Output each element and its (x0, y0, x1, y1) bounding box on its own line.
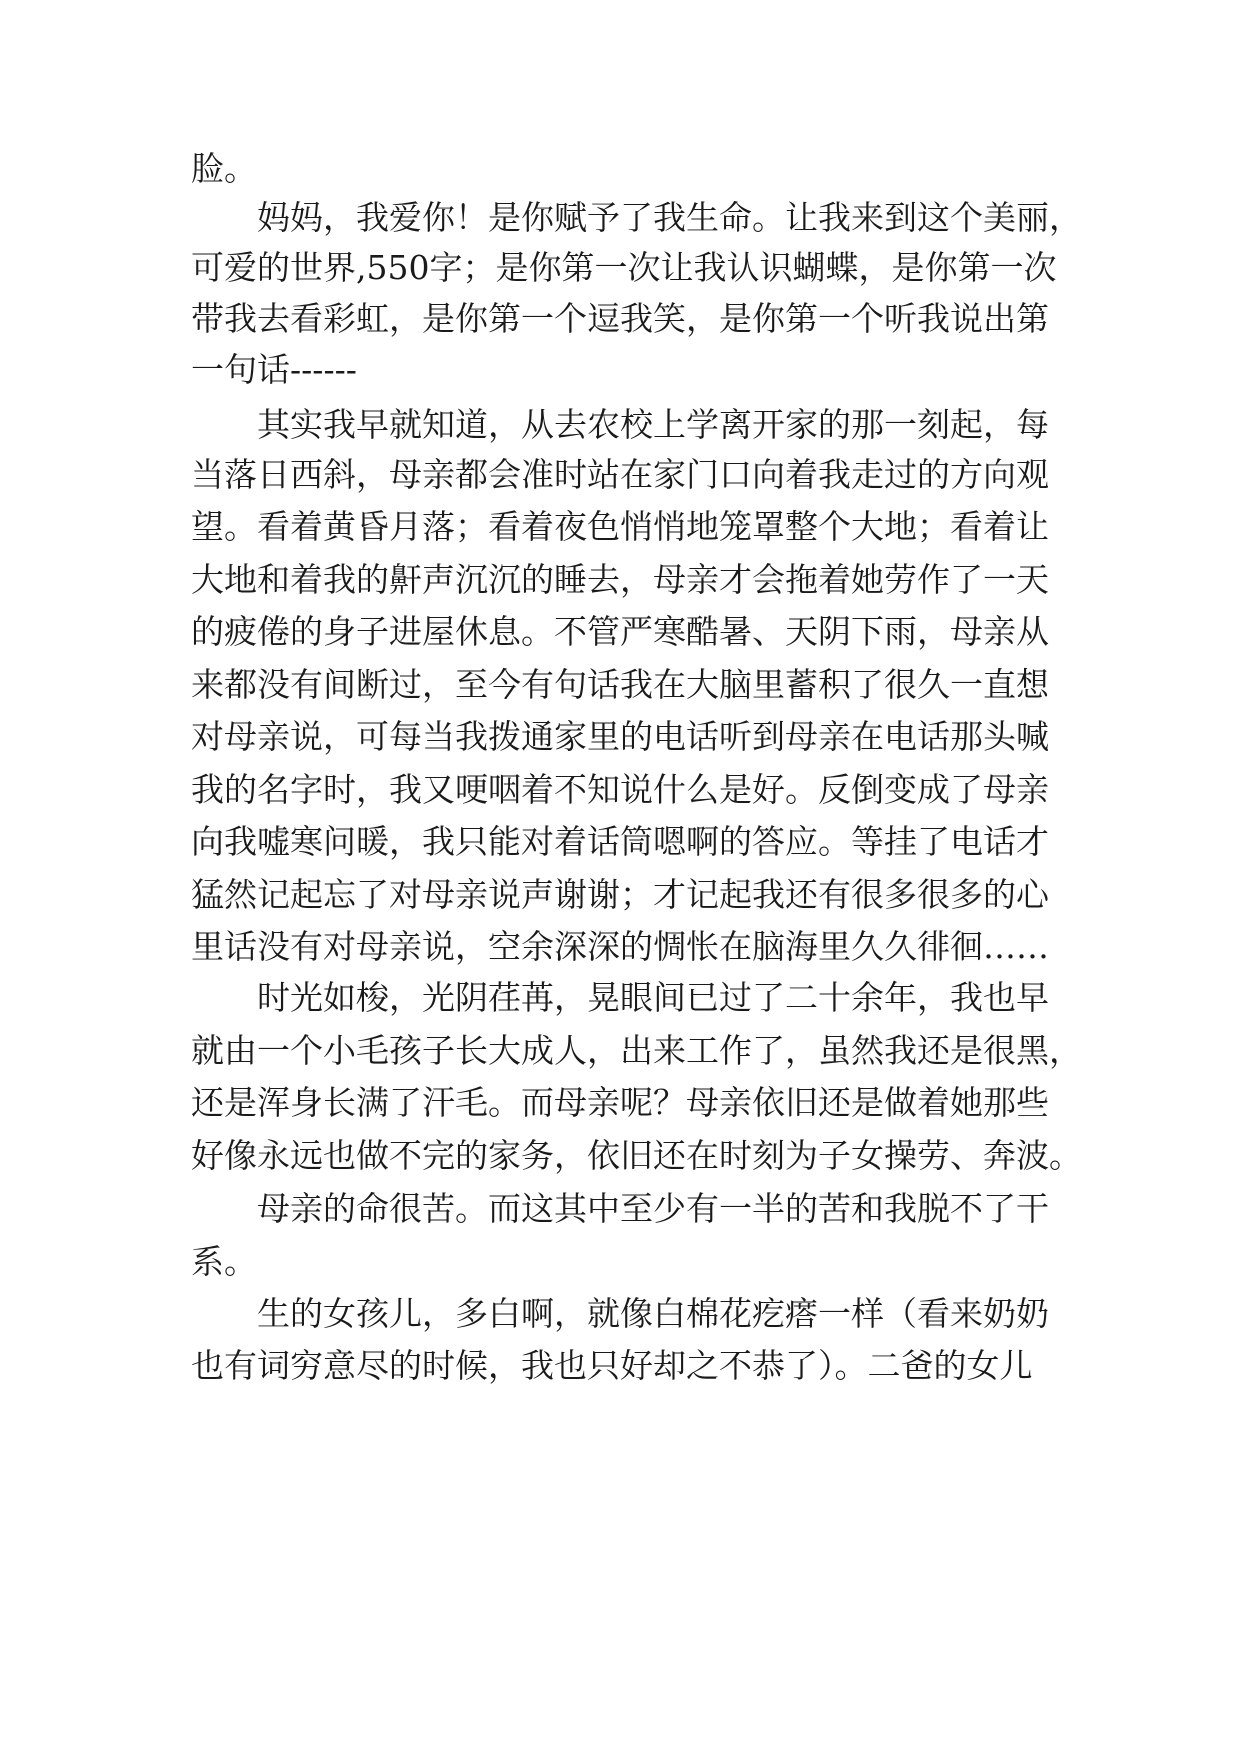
text-line: 脸。 (191, 149, 257, 188)
text-line: 来都没有间断过，至今有句话我在大脑里蓄积了很久一直想 (191, 665, 1049, 704)
text-line: 对母亲说，可每当我拨通家里的电话听到母亲在电话那头喊 (191, 717, 1049, 756)
text-line: 带我去看彩虹，是你第一个逗我笑，是你第一个听我说出第 (191, 299, 1049, 338)
text-line: 还是浑身长满了汗毛。而母亲呢？母亲依旧还是做着她那些 (191, 1083, 1049, 1122)
paragraph-first-line: 母亲的命很苦。而这其中至少有一半的苦和我脱不了干 (257, 1189, 1049, 1228)
paragraph-first-line: 妈妈，我爱你！是你赋予了我生命。让我来到这个美丽， (257, 198, 1082, 237)
paragraph-first-line: 时光如梭，光阴荏苒，晃眼间已过了二十余年，我也早 (257, 978, 1049, 1017)
text-line: 也有词穷意尽的时候，我也只好却之不恭了）。二爸的女儿 (191, 1346, 1033, 1385)
text-line: 就由一个小毛孩子长大成人，出来工作了，虽然我还是很黑， (191, 1031, 1082, 1070)
text-line: 好像永远也做不完的家务，依旧还在时刻为子女操劳、奔波。 (191, 1136, 1082, 1175)
text-line: 当落日西斜，母亲都会准时站在家门口向着我走过的方向观 (191, 455, 1049, 494)
text-line: 一句话------ (191, 350, 357, 389)
paragraph-first-line: 生的女孩儿，多白啊，就像白棉花疙瘩一样（看来奶奶 (257, 1294, 1049, 1333)
text-line: 里话没有对母亲说，空余深深的惆怅在脑海里久久徘徊…… (191, 927, 1049, 966)
text-line: 可爱的世界,550字；是你第一次让我认识蝴蝶，是你第一次 (191, 248, 1057, 287)
text-line: 猛然记起忘了对母亲说声谢谢；才记起我还有很多很多的心 (191, 875, 1049, 914)
text-line: 大地和着我的鼾声沉沉的睡去，母亲才会拖着她劳作了一天 (191, 560, 1049, 599)
text-line: 的疲倦的身子进屋休息。不管严寒酷暑、天阴下雨，母亲从 (191, 612, 1049, 651)
text-line: 向我嘘寒问暖，我只能对着话筒嗯啊的答应。等挂了电话才 (191, 822, 1049, 861)
text-line: 我的名字时，我又哽咽着不知说什么是好。反倒变成了母亲 (191, 770, 1049, 809)
paragraph-first-line: 其实我早就知道，从去农校上学离开家的那一刻起，每 (257, 405, 1049, 444)
text-line: 望。看着黄昏月落；看着夜色悄悄地笼罩整个大地；看着让 (191, 507, 1049, 546)
text-line: 系。 (191, 1242, 257, 1281)
